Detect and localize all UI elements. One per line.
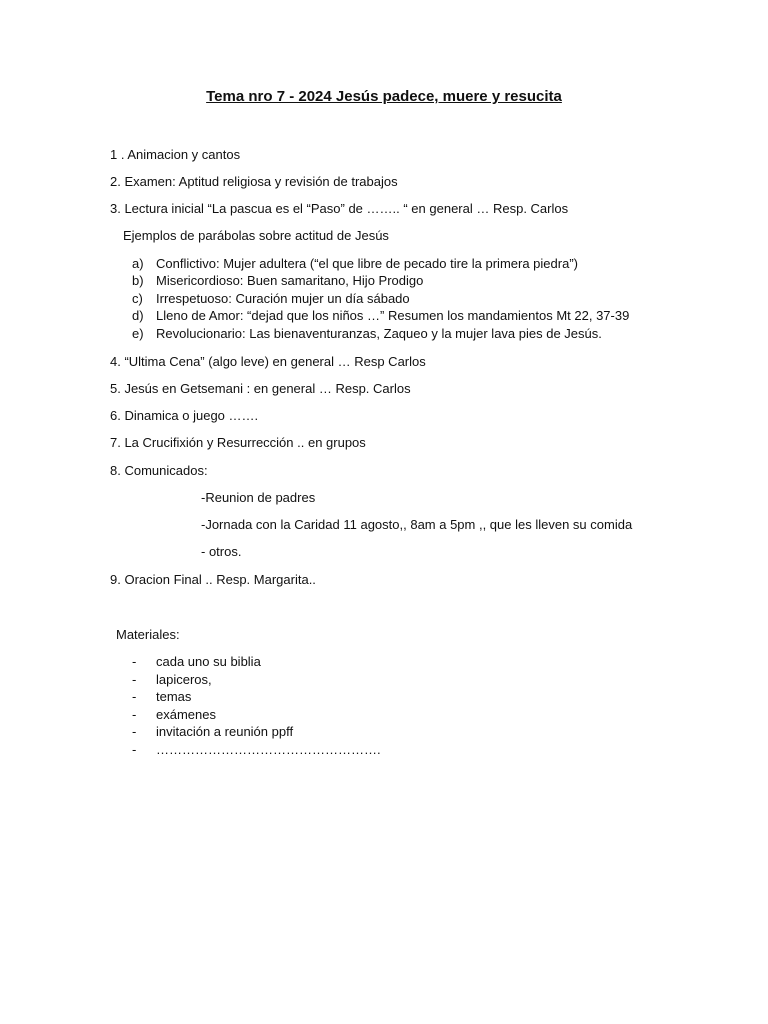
example-text: Conflictivo: Mujer adultera (“el que libre de pecado tire la primera piedra”) <box>156 256 578 271</box>
dash-marker: - <box>132 654 137 669</box>
dash-marker: - <box>132 672 137 687</box>
agenda-item-4: 4. “Ultima Cena” (algo leve) en general … Resp Carlos <box>110 354 426 369</box>
list-marker: d) <box>132 308 144 323</box>
list-marker: c) <box>132 291 143 306</box>
material-item <box>132 654 261 669</box>
agenda-item-6: 6. Dinamica o juego ……. <box>110 408 259 423</box>
example-item <box>132 326 602 341</box>
material-text: temas <box>156 689 192 704</box>
examples-intro: Ejemplos de parábolas sobre actitud de Jesús <box>123 228 389 243</box>
agenda-item-3: 3. Lectura inicial “La pascua es el “Paso” de …….. “ en general … Resp. Carlos <box>110 201 569 216</box>
dash-marker: - <box>132 707 137 722</box>
material-item <box>132 724 293 739</box>
agenda-item-8: 8. Comunicados: <box>110 463 208 478</box>
example-item <box>132 256 578 271</box>
comunicado-item: -Reunion de padres <box>201 490 316 505</box>
dash-marker: - <box>132 689 137 704</box>
comunicado-item: -Jornada con la Caridad 11 agosto,, 8am a 5pm ,, que les lleven su comida <box>201 517 633 532</box>
material-text: exámenes <box>156 707 216 722</box>
example-text: Irrespetuoso: Curación mujer un día sábado <box>156 291 410 306</box>
material-text: ……………………………………………. <box>156 742 381 757</box>
list-marker: b) <box>132 273 144 288</box>
document-title: Tema nro 7 - 2024 Jesús padece, muere y resucita <box>206 88 562 105</box>
agenda-item-5: 5. Jesús en Getsemani : en general … Resp. Carlos <box>110 381 411 396</box>
material-text: lapiceros, <box>156 672 212 687</box>
agenda-item-9: 9. Oracion Final .. Resp. Margarita.. <box>110 572 316 587</box>
example-item <box>132 308 629 323</box>
dash-marker: - <box>132 742 137 757</box>
example-item <box>132 291 410 306</box>
agenda-item-2: 2. Examen: Aptitud religiosa y revisión de trabajos <box>110 174 398 189</box>
example-text: Revolucionario: Las bienaventuranzas, Zaqueo y la mujer lava pies de Jesús. <box>156 326 602 341</box>
agenda-item-7: 7. La Crucifixión y Resurrección .. en grupos <box>110 435 366 450</box>
materiales-heading: Materiales: <box>116 627 180 642</box>
material-item <box>132 672 212 687</box>
example-text: Lleno de Amor: “dejad que los niños …” Resumen los mandamientos Mt 22, 37-39 <box>156 308 630 323</box>
material-item <box>132 707 216 722</box>
agenda-item-1: 1 . Animacion y cantos <box>110 147 241 162</box>
comunicado-item: - otros. <box>201 544 242 559</box>
material-text: invitación a reunión ppff <box>156 724 294 739</box>
list-marker: a) <box>132 256 144 271</box>
dash-marker: - <box>132 724 137 739</box>
example-item <box>132 273 423 288</box>
material-item <box>132 689 191 704</box>
material-item <box>132 742 381 757</box>
list-marker: e) <box>132 326 144 341</box>
material-text: cada uno su biblia <box>156 654 261 669</box>
example-text: Misericordioso: Buen samaritano, Hijo Prodigo <box>156 273 424 288</box>
